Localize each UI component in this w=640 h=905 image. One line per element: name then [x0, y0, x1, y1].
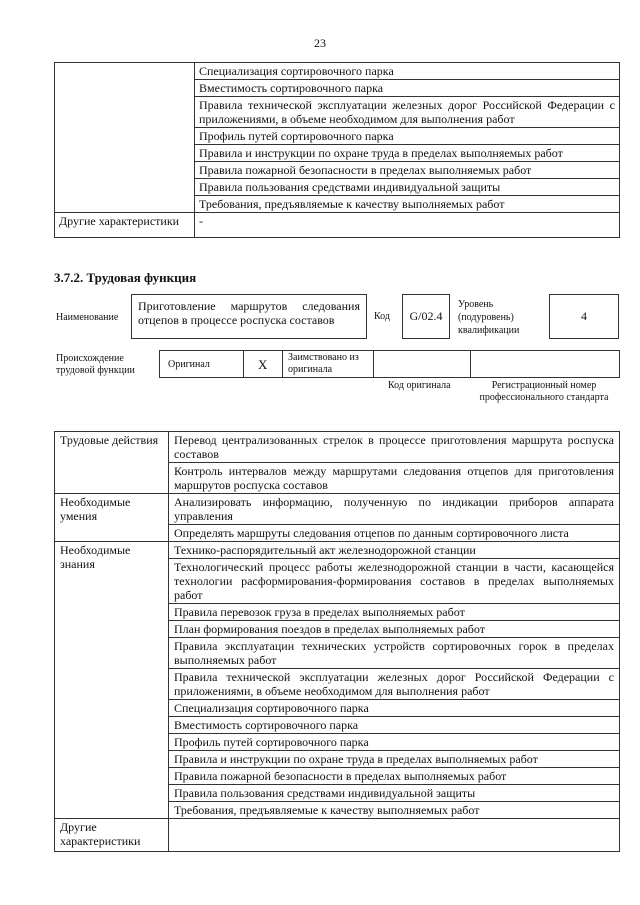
origin-box: [159, 350, 620, 378]
skill-item: Определять маршруты следования отцепов по данным сортировочного листа: [169, 525, 620, 542]
other-characteristics-value: [169, 819, 620, 852]
origin-label: Происхождение трудовой функции: [56, 353, 135, 376]
knowledge-item: Вместимость сортировочного парка: [195, 80, 620, 97]
knowledge-item: План формирования поездов в пределах выполняемых работ: [169, 621, 620, 638]
origin-original-label: Оригинал: [168, 359, 210, 370]
origin-mark: X: [258, 357, 268, 372]
divider: [282, 350, 283, 378]
qualification-level-value: 4: [549, 294, 619, 339]
function-name-value: Приготовление маршрутов следования отцепов в процессе роспуска составов: [131, 294, 367, 339]
table-row: [55, 819, 620, 852]
labor-action-item: Контроль интервалов между маршрутами следования отцепов для приготовления маршрутов роспуска составов: [169, 463, 620, 494]
knowledge-item: Правила пожарной безопасности в пределах выполняемых работ: [169, 768, 620, 785]
knowledge-item: Технологический процесс работы железнодорожной станции в части, касающейся технологии расформирования-формирования составов в пределах выполняемых работ: [169, 559, 620, 604]
labor-action-item: Перевод централизованных стрелок в процессе приготовления маршрута роспуска составов: [169, 432, 620, 463]
other-characteristics-label: Другие характеристики: [55, 819, 169, 852]
function-code-value: G/02.4: [402, 294, 450, 339]
knowledge-item: Требования, предъявляемые к качеству выполняемых работ: [195, 196, 620, 213]
registration-number-caption: Регистрационный номер профессионального стандарта: [479, 380, 609, 403]
empty-label-cell: [55, 63, 195, 213]
knowledge-item: Вместимость сортировочного парка: [169, 717, 620, 734]
knowledge-item: Правила и инструкции по охране труда в пределах выполняемых работ: [195, 145, 620, 162]
divider: [470, 350, 471, 378]
section-heading: 3.7.2. Трудовая функция: [54, 270, 197, 285]
knowledge-item: Специализация сортировочного парка: [195, 63, 620, 80]
continuation-table: [54, 62, 620, 238]
skills-label: Необходимые умения: [55, 494, 169, 542]
table-row: [55, 63, 620, 80]
table-row: [55, 432, 620, 463]
table-row: [55, 542, 620, 559]
knowledge-item: Требования, предъявляемые к качеству выполняемых работ: [169, 802, 620, 819]
knowledge-item: Правила пожарной безопасности в пределах выполняемых работ: [195, 162, 620, 179]
knowledge-item: Правила пользования средствами индивидуальной защиты: [169, 785, 620, 802]
knowledge-item: Правила перевозок груза в пределах выполняемых работ: [169, 604, 620, 621]
table-row: [55, 213, 620, 238]
labor-actions-label: Трудовые действия: [55, 432, 169, 494]
divider: [373, 350, 374, 378]
knowledge-item: Специализация сортировочного парка: [169, 700, 620, 717]
name-label: Наименование: [56, 312, 119, 323]
skill-item: Анализировать информацию, полученную по индикации приборов аппарата управления: [169, 494, 620, 525]
other-characteristics-label: Другие характеристики: [55, 213, 195, 238]
knowledge-item: Правила эксплуатации технических устройств сортировочных горок в пределах выполняемых работ: [169, 638, 620, 669]
page-number: 23: [314, 36, 326, 50]
knowledge-item: Профиль путей сортировочного парка: [195, 128, 620, 145]
other-characteristics-value: -: [195, 213, 620, 238]
knowledge-item: Правила и инструкции по охране труда в пределах выполняемых работ: [169, 751, 620, 768]
original-code-caption: Код оригинала: [388, 380, 451, 391]
knowledge-item: Профиль путей сортировочного парка: [169, 734, 620, 751]
function-details-table: [54, 431, 620, 852]
knowledge-label: Необходимые знания: [55, 542, 169, 819]
qualification-level-label: Уровень (подуровень) квалификации: [458, 299, 520, 336]
code-label: Код: [374, 311, 390, 322]
knowledge-item: Технико-распорядительный акт железнодорожной станции: [169, 542, 620, 559]
table-row: [55, 494, 620, 525]
divider: [243, 350, 244, 378]
knowledge-item: Правила технической эксплуатации железных дорог Российской Федерации с приложениями, в объеме необходимом для выполнения работ: [195, 97, 620, 128]
knowledge-item: Правила пользования средствами индивидуальной защиты: [195, 179, 620, 196]
origin-borrowed-label: Заимствовано из оригинала: [288, 352, 359, 375]
knowledge-item: Правила технической эксплуатации железных дорог Российской Федерации с приложениями, в объеме необходимом для выполнения работ: [169, 669, 620, 700]
